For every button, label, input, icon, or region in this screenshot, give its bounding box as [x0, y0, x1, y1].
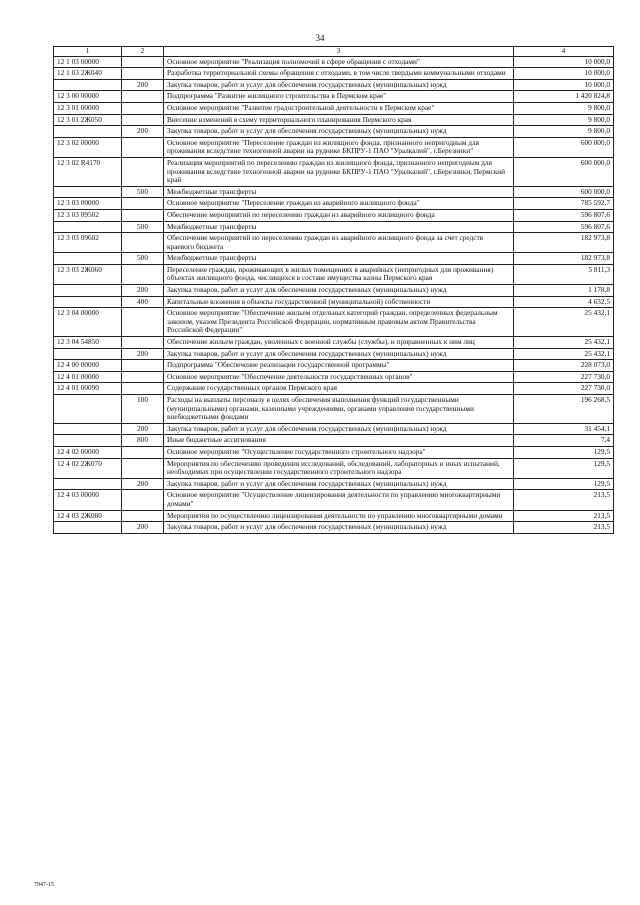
row-expense-kind [122, 102, 164, 114]
row-amount: 213,5 [514, 490, 614, 510]
row-amount: 31 454,1 [514, 423, 614, 435]
row-expense-kind: 100 [122, 395, 164, 424]
row-expense-kind [122, 114, 164, 126]
row-amount: 129,5 [514, 458, 614, 478]
row-code: 12 3 02 R4170 [54, 157, 122, 186]
table-row [54, 221, 614, 233]
row-name: Закупка товаров, работ и услуг для обеспечения государственных (муниципальных) нужд [164, 423, 514, 435]
row-amount: 7,4 [514, 435, 614, 447]
row-code [54, 253, 122, 265]
row-amount: 785 592,7 [514, 198, 614, 210]
column-header-name: 3 [164, 47, 514, 57]
table-row [54, 126, 614, 138]
row-expense-kind: 200 [122, 478, 164, 490]
row-expense-kind [122, 308, 164, 337]
table-row [54, 522, 614, 534]
row-code: 12 3 03 00000 [54, 198, 122, 210]
table-row [54, 209, 614, 221]
row-code: 12 4 01 00000 [54, 371, 122, 383]
row-name: Капитальные вложения в объекты государственной (муниципальной) собственности [164, 296, 514, 308]
table-row [54, 68, 614, 80]
row-name: Основное мероприятие "Осуществление лицензирования деятельности по управлению многоквартирными домами" [164, 490, 514, 510]
row-name: Межбюджетные трансферты [164, 186, 514, 198]
row-amount: 10 000,0 [514, 56, 614, 68]
row-expense-kind [122, 91, 164, 103]
row-code: 12 3 01 00000 [54, 102, 122, 114]
row-code: 12 4 03 00000 [54, 490, 122, 510]
row-expense-kind: 200 [122, 285, 164, 297]
row-name: Основное мероприятие "Осуществление государственного строительного надзора" [164, 446, 514, 458]
table-row [54, 233, 614, 253]
row-name: Основное мероприятие "Переселение граждан из аварийного жилищного фонда" [164, 198, 514, 210]
row-expense-kind [122, 458, 164, 478]
row-code: 12 4 02 2Ж070 [54, 458, 122, 478]
row-name: Мероприятия по обеспечению проведения исследований, обследований, лабораторных и иных испытаний, необходимых при осуществлении государственного строительного надзора [164, 458, 514, 478]
row-code: 12 4 03 2Ж080 [54, 510, 122, 522]
table-row [54, 478, 614, 490]
row-amount: 9 800,0 [514, 102, 614, 114]
row-name: Обеспечение жильем граждан, уволенных с военной службы (службы), и приравненных к ним лиц [164, 337, 514, 349]
row-name: Разработка территориальной схемы обращения с отходами, в том числе твердыми коммунальными отходами [164, 68, 514, 80]
row-expense-kind: 500 [122, 186, 164, 198]
row-amount: 227 730,0 [514, 371, 614, 383]
row-name: Закупка товаров, работ и услуг для обеспечения государственных (муниципальных) нужд [164, 478, 514, 490]
table-row [54, 91, 614, 103]
row-code [54, 478, 122, 490]
row-code [54, 423, 122, 435]
row-code: 12 3 00 00000 [54, 91, 122, 103]
row-code: 12 3 03 2Ж060 [54, 264, 122, 284]
table-row [54, 308, 614, 337]
row-amount: 182 973,8 [514, 233, 614, 253]
row-name: Закупка товаров, работ и услуг для обеспечения государственных (муниципальных) нужд [164, 126, 514, 138]
row-name: Закупка товаров, работ и услуг для обеспечения государственных (муниципальных) нужд [164, 348, 514, 360]
row-code [54, 522, 122, 534]
table-row [54, 458, 614, 478]
row-expense-kind: 800 [122, 435, 164, 447]
row-code [54, 296, 122, 308]
row-expense-kind [122, 510, 164, 522]
row-name: Внесение изменений в схему территориального планирования Пермского края [164, 114, 514, 126]
row-code: 12 4 02 00000 [54, 446, 122, 458]
table-row [54, 490, 614, 510]
row-code: 12 3 03 09502 [54, 209, 122, 221]
table-row [54, 435, 614, 447]
row-amount: 10 000,0 [514, 68, 614, 80]
row-name: Подпрограмма "Обеспечение реализации государственной программы" [164, 360, 514, 372]
table-row [54, 423, 614, 435]
row-code: 12 3 01 2Ж050 [54, 114, 122, 126]
row-name: Расходы на выплаты персоналу в целях обеспечения выполнения функций государственными (муниципальными) органами, казенными учреждениями, органами управления государственными внебюджетными фондами [164, 395, 514, 424]
table-row [54, 337, 614, 349]
table-row [54, 348, 614, 360]
row-name: Основное мероприятие "Обеспечение жильем отдельных категорий граждан, определенных федеральным законом, указом Президента Российской Федерации, нормативным правовым актом Правительства Российской Федерации" [164, 308, 514, 337]
table-row [54, 56, 614, 68]
row-name: Основное мероприятие "Обеспечение деятельности государственных органов" [164, 371, 514, 383]
row-amount: 1 420 824,8 [514, 91, 614, 103]
row-expense-kind [122, 233, 164, 253]
row-expense-kind: 200 [122, 423, 164, 435]
row-expense-kind: 200 [122, 522, 164, 534]
table-row [54, 157, 614, 186]
row-name: Подпрограмма "Развитие жилищного строительства в Пермском крае" [164, 91, 514, 103]
row-amount: 596 807,6 [514, 221, 614, 233]
row-code: 12 4 00 00000 [54, 360, 122, 372]
row-code [54, 435, 122, 447]
row-amount: 213,5 [514, 510, 614, 522]
row-amount: 25 432,1 [514, 308, 614, 337]
row-expense-kind [122, 198, 164, 210]
table-row [54, 137, 614, 157]
row-amount: 600 000,0 [514, 186, 614, 198]
row-name: Содержание государственных органов Пермского края [164, 383, 514, 395]
row-name: Иные бюджетные ассигнования [164, 435, 514, 447]
row-name: Мероприятия по осуществлению лицензирования деятельности по управлению многоквартирными домами [164, 510, 514, 522]
table-row [54, 253, 614, 265]
row-expense-kind: 500 [122, 221, 164, 233]
column-header-kind: 2 [122, 47, 164, 57]
row-expense-kind [122, 137, 164, 157]
row-code: 12 1 03 00000 [54, 56, 122, 68]
row-expense-kind [122, 56, 164, 68]
row-name: Межбюджетные трансферты [164, 221, 514, 233]
row-name: Закупка товаров, работ и услуг для обеспечения государственных (муниципальных) нужд [164, 522, 514, 534]
row-amount: 600 000,0 [514, 137, 614, 157]
table-row [54, 510, 614, 522]
row-code [54, 285, 122, 297]
row-code: 12 3 02 00000 [54, 137, 122, 157]
row-expense-kind: 400 [122, 296, 164, 308]
row-code: 12 4 01 00090 [54, 383, 122, 395]
row-amount: 9 800,0 [514, 114, 614, 126]
row-expense-kind [122, 490, 164, 510]
row-amount: 213,5 [514, 522, 614, 534]
row-expense-kind [122, 157, 164, 186]
row-amount: 600 000,0 [514, 157, 614, 186]
table-row [54, 371, 614, 383]
row-name: Обеспечение мероприятий по переселению граждан из аварийного жилищного фонда [164, 209, 514, 221]
row-expense-kind [122, 371, 164, 383]
row-amount: 227 730,0 [514, 383, 614, 395]
row-code [54, 348, 122, 360]
table-header [54, 47, 614, 57]
row-name: Основное мероприятие "Реализация полномочий в сфере обращения с отходами" [164, 56, 514, 68]
table-row [54, 114, 614, 126]
table-row [54, 264, 614, 284]
row-name: Основное мероприятие "Развитие градостроительной деятельности в Пермском крае" [164, 102, 514, 114]
row-amount: 10 000,0 [514, 79, 614, 91]
row-amount: 5 811,3 [514, 264, 614, 284]
row-expense-kind: 500 [122, 253, 164, 265]
table-row [54, 102, 614, 114]
row-code [54, 79, 122, 91]
row-name: Обеспечение мероприятий по переселению граждан из аварийного жилищного фонда за счет средств краевого бюджета [164, 233, 514, 253]
row-name: Реализация мероприятий по переселению граждан из жилищного фонда, признанного непригодным для проживания вследствие техногенной аварии на руднике БКПРУ-1 ПАО "Уралкалий", г.Березники, Пермский край [164, 157, 514, 186]
row-name: Переселение граждан, проживающих в жилых помещениях в аварийных (непригодных для проживания) объектах жилищного фонда, числящихся в составе имущества казны Пермского края [164, 264, 514, 284]
row-amount: 129,5 [514, 446, 614, 458]
row-amount: 25 432,1 [514, 337, 614, 349]
row-expense-kind [122, 209, 164, 221]
table-row [54, 395, 614, 424]
row-expense-kind: 200 [122, 79, 164, 91]
row-expense-kind [122, 264, 164, 284]
budget-table [53, 46, 614, 534]
row-expense-kind [122, 68, 164, 80]
row-code [54, 186, 122, 198]
row-code: 12 1 03 2Ж040 [54, 68, 122, 80]
row-code [54, 221, 122, 233]
row-expense-kind [122, 337, 164, 349]
page-number: 34 [315, 33, 325, 43]
table-row [54, 360, 614, 372]
row-amount: 25 432,1 [514, 348, 614, 360]
row-expense-kind: 200 [122, 126, 164, 138]
header-row [54, 47, 614, 57]
row-expense-kind [122, 360, 164, 372]
row-expense-kind [122, 383, 164, 395]
table-row [54, 446, 614, 458]
row-amount: 129,5 [514, 478, 614, 490]
row-amount: 596 807,6 [514, 209, 614, 221]
row-code [54, 126, 122, 138]
table-row [54, 285, 614, 297]
row-code: 12 3 04 54850 [54, 337, 122, 349]
row-code: 12 3 04 00000 [54, 308, 122, 337]
row-amount: 9 800,0 [514, 126, 614, 138]
table-row [54, 198, 614, 210]
row-name: Основное мероприятие "Переселение граждан из жилищного фонда, признанного непригодным для проживания вследствие техногенной аварии на руднике БКПРУ-1 ПАО "Уралкалий", г.Березники" [164, 137, 514, 157]
row-code: 12 3 03 09602 [54, 233, 122, 253]
row-name: Закупка товаров, работ и услуг для обеспечения государственных (муниципальных) нужд [164, 285, 514, 297]
row-name: Межбюджетные трансферты [164, 253, 514, 265]
row-amount: 196 268,5 [514, 395, 614, 424]
row-expense-kind [122, 446, 164, 458]
row-amount: 228 073,0 [514, 360, 614, 372]
footer-mark: 7947-15 [34, 882, 54, 888]
row-amount: 4 632,5 [514, 296, 614, 308]
table-row [54, 186, 614, 198]
table-row [54, 296, 614, 308]
table-row [54, 79, 614, 91]
column-header-amount: 4 [514, 47, 614, 57]
table-body [54, 56, 614, 533]
row-name: Закупка товаров, работ и услуг для обеспечения государственных (муниципальных) нужд [164, 79, 514, 91]
row-code [54, 395, 122, 424]
row-expense-kind: 200 [122, 348, 164, 360]
column-header-code: 1 [54, 47, 122, 57]
table-row [54, 383, 614, 395]
row-amount: 182 973,8 [514, 253, 614, 265]
row-amount: 1 178,8 [514, 285, 614, 297]
